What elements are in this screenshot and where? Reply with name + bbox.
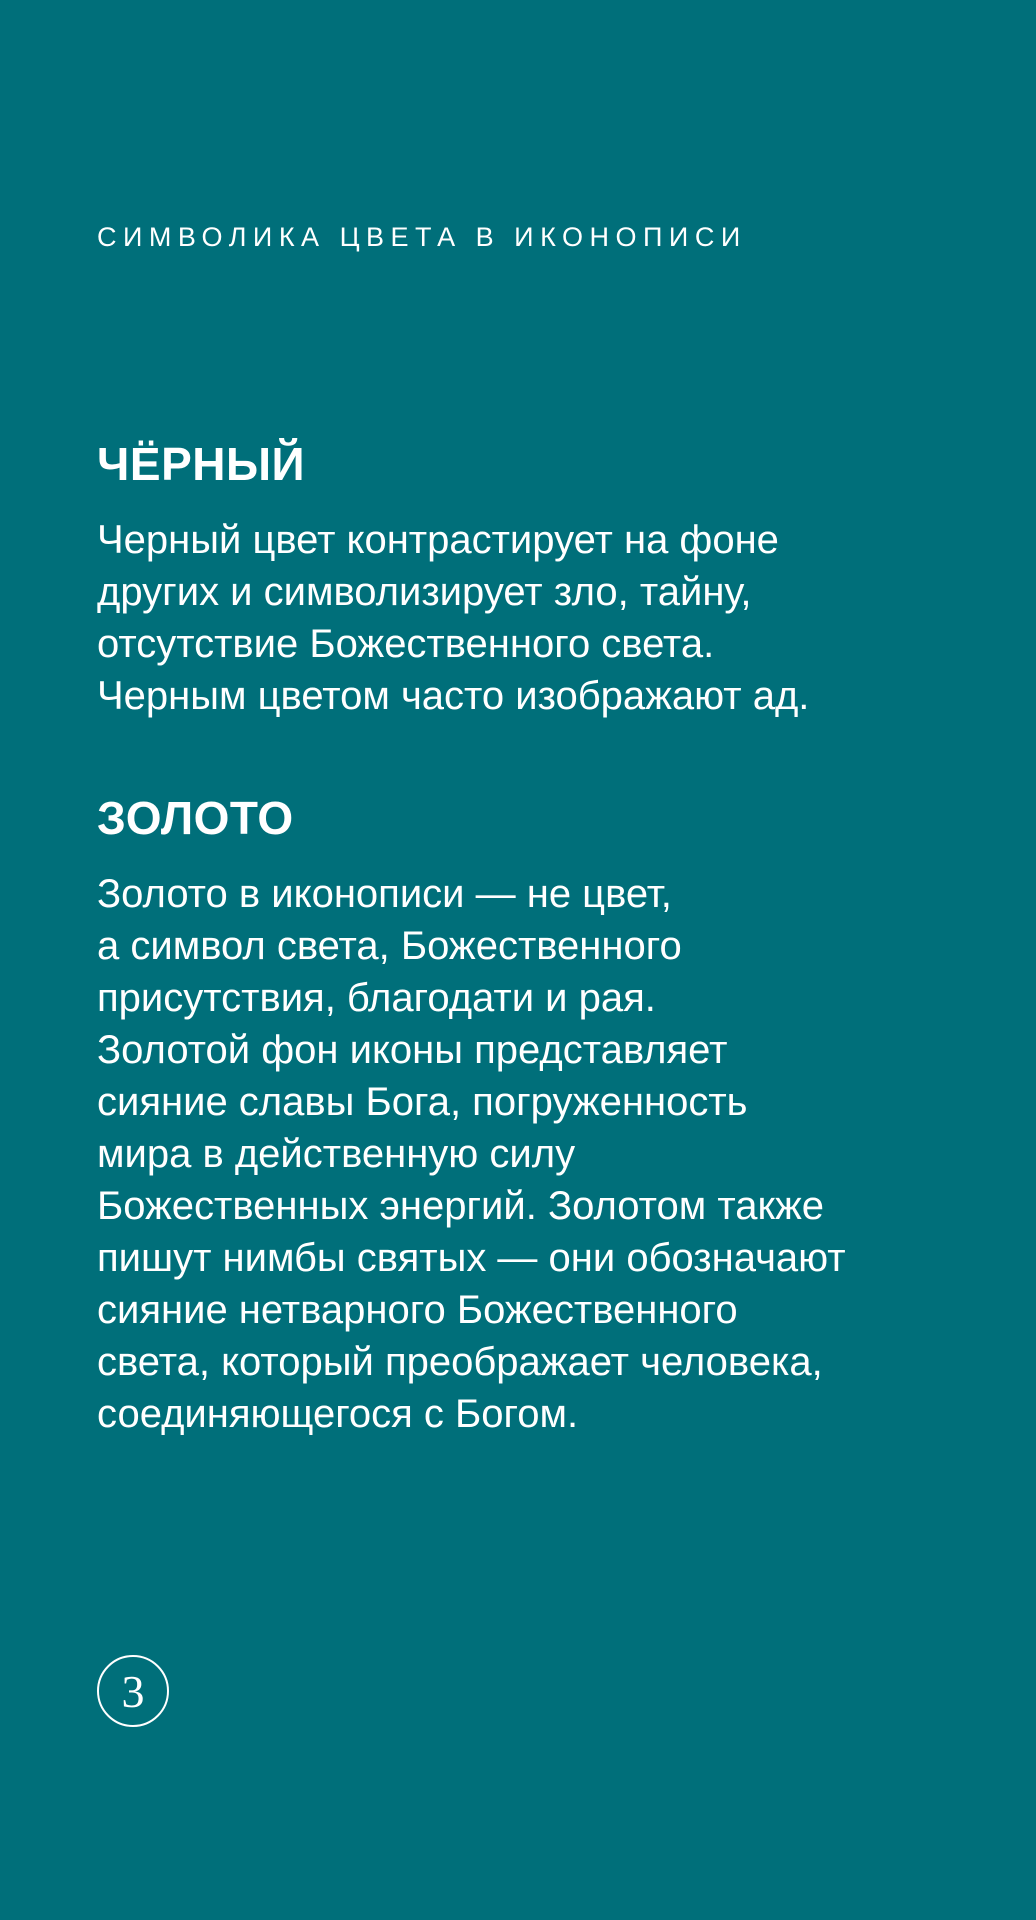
body-line: Золотой фон иконы представляет bbox=[97, 1028, 728, 1072]
body-line: пишут нимбы святых — они обозначают bbox=[97, 1236, 846, 1280]
section-title: ЧЁРНЫЙ bbox=[97, 438, 306, 490]
body-line: Божественных энергий. Золотом также bbox=[97, 1184, 824, 1228]
body-line: сияние нетварного Божественного bbox=[97, 1288, 738, 1332]
section-gold bbox=[97, 788, 957, 1440]
body-line: отсутствие Божественного света. bbox=[97, 622, 715, 666]
body-line: Черный цвет контрастирует на фоне bbox=[97, 518, 779, 562]
body-line: мира в действенную силу bbox=[97, 1132, 576, 1176]
body-line: других и символизирует зло, тайну, bbox=[97, 570, 752, 614]
body-line: сияние славы Бога, погруженность bbox=[97, 1080, 748, 1124]
body-line: Черным цветом часто изображают ад. bbox=[97, 674, 810, 718]
page-number-badge: 3 bbox=[97, 1655, 169, 1727]
body-line: присутствия, благодати и рая. bbox=[97, 976, 656, 1020]
section-body bbox=[97, 514, 957, 722]
body-line: а символ света, Божественного bbox=[97, 924, 682, 968]
body-line: соединяющегося с Богом. bbox=[97, 1392, 579, 1436]
section-body bbox=[97, 868, 957, 1440]
section-black bbox=[97, 434, 957, 722]
series-title: СИМВОЛИКА ЦВЕТА В ИКОНОПИСИ bbox=[97, 222, 747, 252]
body-line: света, который преображает человека, bbox=[97, 1340, 823, 1384]
body-line: Золото в иконописи — не цвет, bbox=[97, 872, 672, 916]
section-title: ЗОЛОТО bbox=[97, 792, 294, 844]
